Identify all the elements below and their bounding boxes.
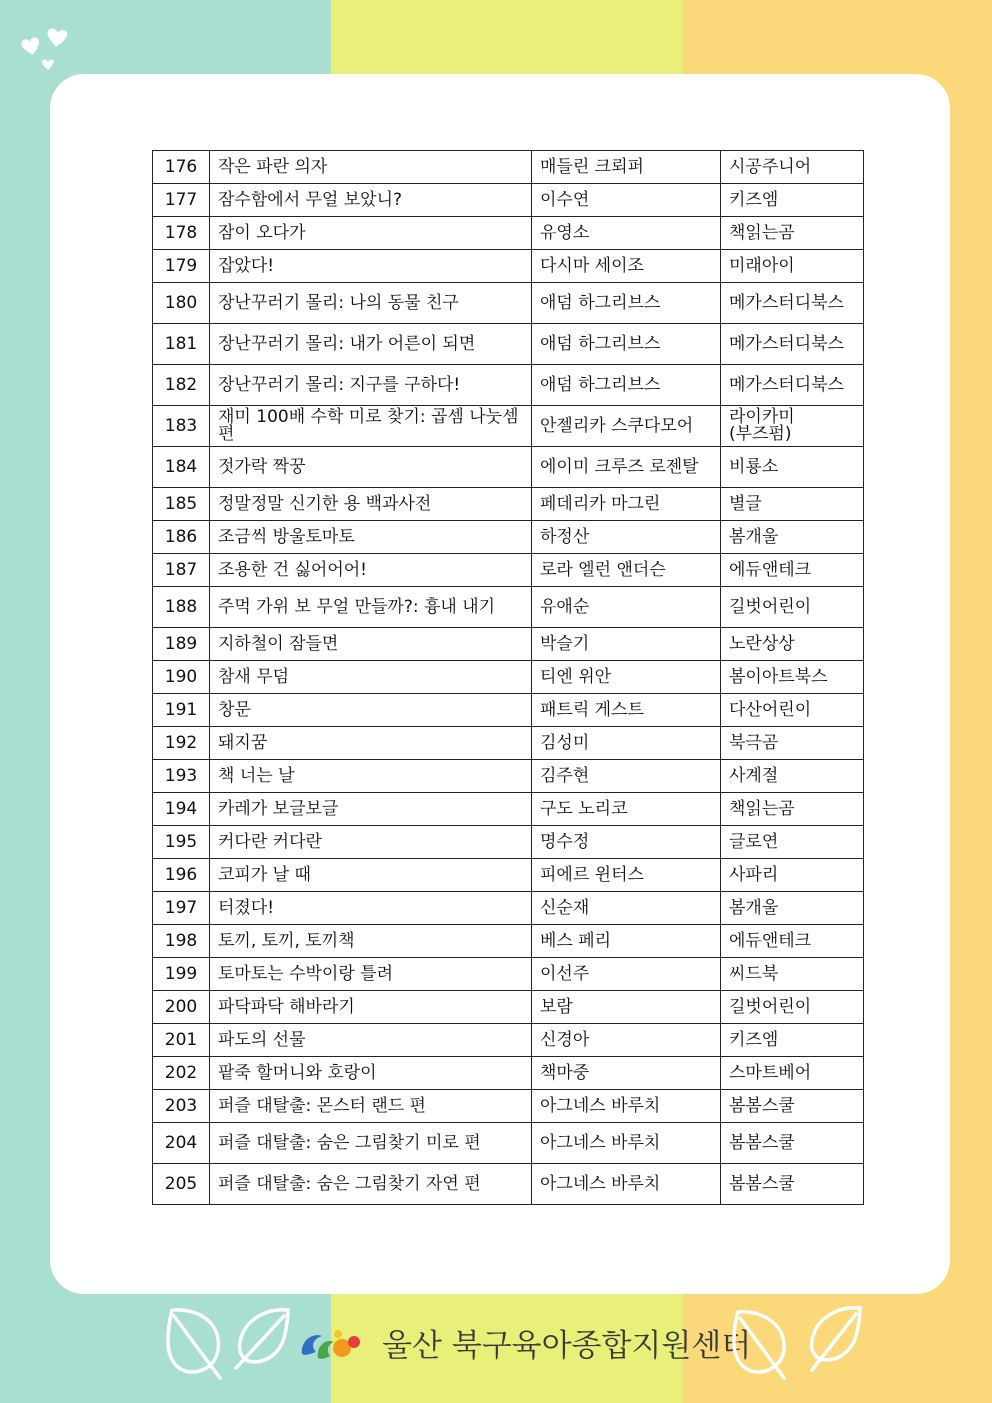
- row-number-cell: 200: [153, 991, 210, 1024]
- book-publisher-cell: 책읽는곰: [721, 217, 864, 250]
- table-row: [153, 217, 864, 250]
- row-number-cell: 183: [153, 406, 210, 447]
- book-author-cell: 김성미: [532, 727, 721, 760]
- book-publisher-cell: 미래아이: [721, 250, 864, 283]
- center-logo-icon: [298, 1324, 368, 1364]
- row-number-cell: 196: [153, 859, 210, 892]
- book-title-cell: 퍼즐 대탈출: 몬스터 랜드 편: [210, 1090, 532, 1123]
- book-author-cell: 박슬기: [532, 628, 721, 661]
- row-number-cell: 197: [153, 892, 210, 925]
- book-author-cell: 애덤 하그리브스: [532, 283, 721, 324]
- book-author-cell: 아그네스 바루치: [532, 1090, 721, 1123]
- row-number-cell: 201: [153, 1024, 210, 1057]
- book-author-cell: 티엔 위안: [532, 661, 721, 694]
- table-row: [153, 826, 864, 859]
- book-publisher-cell: 씨드북: [721, 958, 864, 991]
- table-row: [153, 1164, 864, 1205]
- book-title-cell: 장난꾸러기 몰리: 내가 어른이 되면: [210, 324, 532, 365]
- book-publisher-cell: 키즈엠: [721, 1024, 864, 1057]
- row-number-cell: 193: [153, 760, 210, 793]
- book-title-cell: 지하철이 잠들면: [210, 628, 532, 661]
- table-row: [153, 1024, 864, 1057]
- book-title-cell: 젓가락 짝꿍: [210, 447, 532, 488]
- book-title-cell: 정말정말 신기한 용 백과사전: [210, 488, 532, 521]
- heart-cluster-icon: [18, 22, 82, 72]
- book-publisher-cell: 봄이아트북스: [721, 661, 864, 694]
- book-publisher-cell: 메가스터디북스: [721, 283, 864, 324]
- book-publisher-cell: 길벗어린이: [721, 991, 864, 1024]
- center-name: 울산 북구육아종합지원센터: [382, 1328, 752, 1364]
- book-title-cell: 참새 무덤: [210, 661, 532, 694]
- row-number-cell: 204: [153, 1123, 210, 1164]
- table-row: [153, 365, 864, 406]
- table-row: [153, 1090, 864, 1123]
- book-title-cell: 커다란 커다란: [210, 826, 532, 859]
- book-author-cell: 김주현: [532, 760, 721, 793]
- row-number-cell: 199: [153, 958, 210, 991]
- book-publisher-cell: 책읽는곰: [721, 793, 864, 826]
- book-title-cell: 창문: [210, 694, 532, 727]
- book-title-cell: 돼지꿈: [210, 727, 532, 760]
- book-publisher-cell: 사계절: [721, 760, 864, 793]
- book-title-cell: 책 너는 날: [210, 760, 532, 793]
- book-title-cell: 퍼즐 대탈출: 숨은 그림찾기 자연 편: [210, 1164, 532, 1205]
- book-title-cell: 터졌다!: [210, 892, 532, 925]
- table-row: [153, 661, 864, 694]
- table-row: [153, 283, 864, 324]
- book-publisher-cell: 메가스터디북스: [721, 324, 864, 365]
- table-row: [153, 184, 864, 217]
- book-publisher-cell: 에듀앤테크: [721, 925, 864, 958]
- leaf-outline-icon: [232, 1304, 294, 1370]
- row-number-cell: 190: [153, 661, 210, 694]
- row-number-cell: 178: [153, 217, 210, 250]
- table-row: [153, 892, 864, 925]
- table-row: [153, 958, 864, 991]
- book-author-cell: 로라 엘런 앤더슨: [532, 554, 721, 587]
- table-row: [153, 628, 864, 661]
- book-publisher-cell: 북극곰: [721, 727, 864, 760]
- book-title-cell: 조금씩 방울토마토: [210, 521, 532, 554]
- row-number-cell: 176: [153, 151, 210, 184]
- table-row: [153, 151, 864, 184]
- book-publisher-cell: 별글: [721, 488, 864, 521]
- book-title-cell: 팥죽 할머니와 호랑이: [210, 1057, 532, 1090]
- book-publisher-cell: 에듀앤테크: [721, 554, 864, 587]
- book-title-cell: 파도의 선물: [210, 1024, 532, 1057]
- book-author-cell: 신순재: [532, 892, 721, 925]
- table-row: [153, 727, 864, 760]
- book-title-cell: 조용한 건 싫어어어!: [210, 554, 532, 587]
- row-number-cell: 184: [153, 447, 210, 488]
- row-number-cell: 195: [153, 826, 210, 859]
- row-number-cell: 180: [153, 283, 210, 324]
- table-row: [153, 793, 864, 826]
- book-publisher-cell: 사파리: [721, 859, 864, 892]
- table-row: [153, 694, 864, 727]
- row-number-cell: 187: [153, 554, 210, 587]
- book-publisher-cell: 스마트베어: [721, 1057, 864, 1090]
- table-row: [153, 554, 864, 587]
- book-publisher-cell: 메가스터디북스: [721, 365, 864, 406]
- book-title-cell: 퍼즐 대탈출: 숨은 그림찾기 미로 편: [210, 1123, 532, 1164]
- book-title-cell: 장난꾸러기 몰리: 나의 동물 친구: [210, 283, 532, 324]
- book-title-cell: 잡았다!: [210, 250, 532, 283]
- book-author-cell: 아그네스 바루치: [532, 1164, 721, 1205]
- book-author-cell: 매들린 크뢰퍼: [532, 151, 721, 184]
- leaf-outline-icon: [728, 1306, 794, 1380]
- book-publisher-cell: 봄개울: [721, 892, 864, 925]
- book-author-cell: 보람: [532, 991, 721, 1024]
- table-row: [153, 324, 864, 365]
- row-number-cell: 189: [153, 628, 210, 661]
- book-publisher-cell: 라이카미(부즈펌): [721, 406, 864, 447]
- table-row: [153, 488, 864, 521]
- table-row: [153, 1123, 864, 1164]
- book-author-cell: 유영소: [532, 217, 721, 250]
- book-publisher-cell: 봄봄스쿨: [721, 1164, 864, 1205]
- row-number-cell: 192: [153, 727, 210, 760]
- book-author-cell: 에이미 크루즈 로젠탈: [532, 447, 721, 488]
- book-title-cell: 잠이 오다가: [210, 217, 532, 250]
- book-author-cell: 애덤 하그리브스: [532, 365, 721, 406]
- book-author-cell: 피에르 윈터스: [532, 859, 721, 892]
- table-row: [153, 406, 864, 447]
- book-title-cell: 작은 파란 의자: [210, 151, 532, 184]
- book-author-cell: 다시마 세이조: [532, 250, 721, 283]
- row-number-cell: 203: [153, 1090, 210, 1123]
- row-number-cell: 181: [153, 324, 210, 365]
- row-number-cell: 186: [153, 521, 210, 554]
- book-title-cell: 토끼, 토끼, 토끼책: [210, 925, 532, 958]
- book-title-cell: 코피가 날 때: [210, 859, 532, 892]
- book-title-cell: 잠수함에서 무얼 보았니?: [210, 184, 532, 217]
- book-publisher-cell: 봄봄스쿨: [721, 1090, 864, 1123]
- book-title-cell: 주먹 가위 보 무얼 만들까?: 흉내 내기: [210, 587, 532, 628]
- row-number-cell: 188: [153, 587, 210, 628]
- leaf-outline-icon: [160, 1302, 230, 1380]
- table-row: [153, 859, 864, 892]
- row-number-cell: 177: [153, 184, 210, 217]
- book-publisher-cell: 비룡소: [721, 447, 864, 488]
- table-row: [153, 521, 864, 554]
- table-row: [153, 1057, 864, 1090]
- book-title-cell: 토마토는 수박이랑 틀려: [210, 958, 532, 991]
- book-author-cell: 베스 페리: [532, 925, 721, 958]
- table-row: [153, 250, 864, 283]
- book-author-cell: 아그네스 바루치: [532, 1123, 721, 1164]
- book-publisher-cell: 봄봄스쿨: [721, 1123, 864, 1164]
- row-number-cell: 198: [153, 925, 210, 958]
- book-publisher-cell: 시공주니어: [721, 151, 864, 184]
- book-list-body: [153, 151, 864, 1205]
- table-row: [153, 991, 864, 1024]
- table-row: [153, 447, 864, 488]
- book-publisher-cell: 다산어린이: [721, 694, 864, 727]
- book-author-cell: 이수연: [532, 184, 721, 217]
- book-publisher-cell: 글로연: [721, 826, 864, 859]
- book-title-cell: 재미 100배 수학 미로 찾기: 곱셈 나눗셈 편: [210, 406, 532, 447]
- row-number-cell: 191: [153, 694, 210, 727]
- table-row: [153, 587, 864, 628]
- row-number-cell: 179: [153, 250, 210, 283]
- row-number-cell: 205: [153, 1164, 210, 1205]
- footer: [150, 1300, 870, 1390]
- book-author-cell: 페데리카 마그린: [532, 488, 721, 521]
- book-author-cell: 이선주: [532, 958, 721, 991]
- row-number-cell: 185: [153, 488, 210, 521]
- book-publisher-cell: 노란상상: [721, 628, 864, 661]
- row-number-cell: 194: [153, 793, 210, 826]
- book-author-cell: 안젤리카 스쿠다모어: [532, 406, 721, 447]
- book-author-cell: 신경아: [532, 1024, 721, 1057]
- row-number-cell: 182: [153, 365, 210, 406]
- book-author-cell: 애덤 하그리브스: [532, 324, 721, 365]
- book-author-cell: 패트릭 게스트: [532, 694, 721, 727]
- table-row: [153, 925, 864, 958]
- book-publisher-cell: 봄개울: [721, 521, 864, 554]
- book-author-cell: 구도 노리코: [532, 793, 721, 826]
- book-author-cell: 하정산: [532, 521, 721, 554]
- book-list-table: [152, 150, 864, 1205]
- book-publisher-cell: 길벗어린이: [721, 587, 864, 628]
- book-title-cell: 카레가 보글보글: [210, 793, 532, 826]
- book-publisher-cell: 키즈엠: [721, 184, 864, 217]
- book-title-cell: 장난꾸러기 몰리: 지구를 구하다!: [210, 365, 532, 406]
- book-author-cell: 책마중: [532, 1057, 721, 1090]
- book-author-cell: 명수정: [532, 826, 721, 859]
- book-author-cell: 유애순: [532, 587, 721, 628]
- table-row: [153, 760, 864, 793]
- book-title-cell: 파닥파닥 해바라기: [210, 991, 532, 1024]
- row-number-cell: 202: [153, 1057, 210, 1090]
- leaf-outline-icon: [806, 1302, 866, 1374]
